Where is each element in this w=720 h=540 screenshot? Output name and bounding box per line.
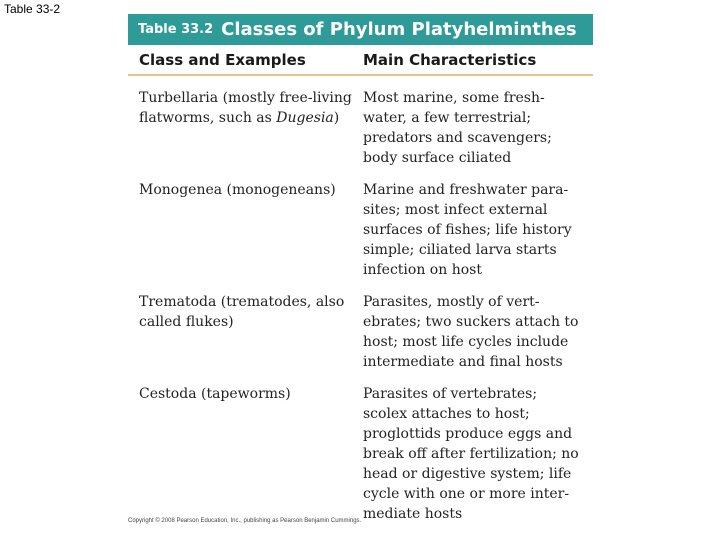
column-header-row [128,45,593,76]
column-header-characteristics: Main Characteristics [363,50,537,69]
table-number: Table 33.2 [138,22,214,37]
characteristics-cell: Parasites of vertebrates; scolex attaches to host; proglottids produce eggs and break off after fertilization; no head or digestive system; life cycle with one or more inter- mediate hosts [363,386,579,522]
table-row [128,292,593,372]
copyright-notice: Copyright © 2008 Pearson Education, Inc., publishing as Pearson Benjamin Cummings. [128,518,362,524]
characteristics-cell: Most marine, some fresh- water, a few terrestrial; predators and scavengers; body surface ciliated [363,90,552,166]
class-cell: Monogenea (monogeneans) [139,182,336,198]
slide-label: Table 33-2 [4,2,61,16]
classification-table [128,14,593,524]
class-cell: Turbellaria (mostly free-living flatworms, such as Dugesia) [139,90,352,126]
table-row [128,88,593,168]
table-title-bar [128,14,593,45]
characteristics-cell: Parasites, mostly of vert- ebrates; two suckers attach to host; most life cycles include intermediate and final hosts [363,294,579,370]
class-cell: Cestoda (tapeworms) [139,386,291,402]
table-row [128,384,593,524]
table-body [128,76,593,524]
table-row [128,180,593,280]
characteristics-cell: Marine and freshwater para- sites; most infect external surfaces of fishes; life history simple; ciliated larva starts infection on host [363,182,572,278]
column-header-class: Class and Examples [139,50,306,69]
table-title: Classes of Phylum Platyhelminthes [221,19,577,40]
class-cell: Trematoda (trematodes, also called flukes) [139,294,345,330]
